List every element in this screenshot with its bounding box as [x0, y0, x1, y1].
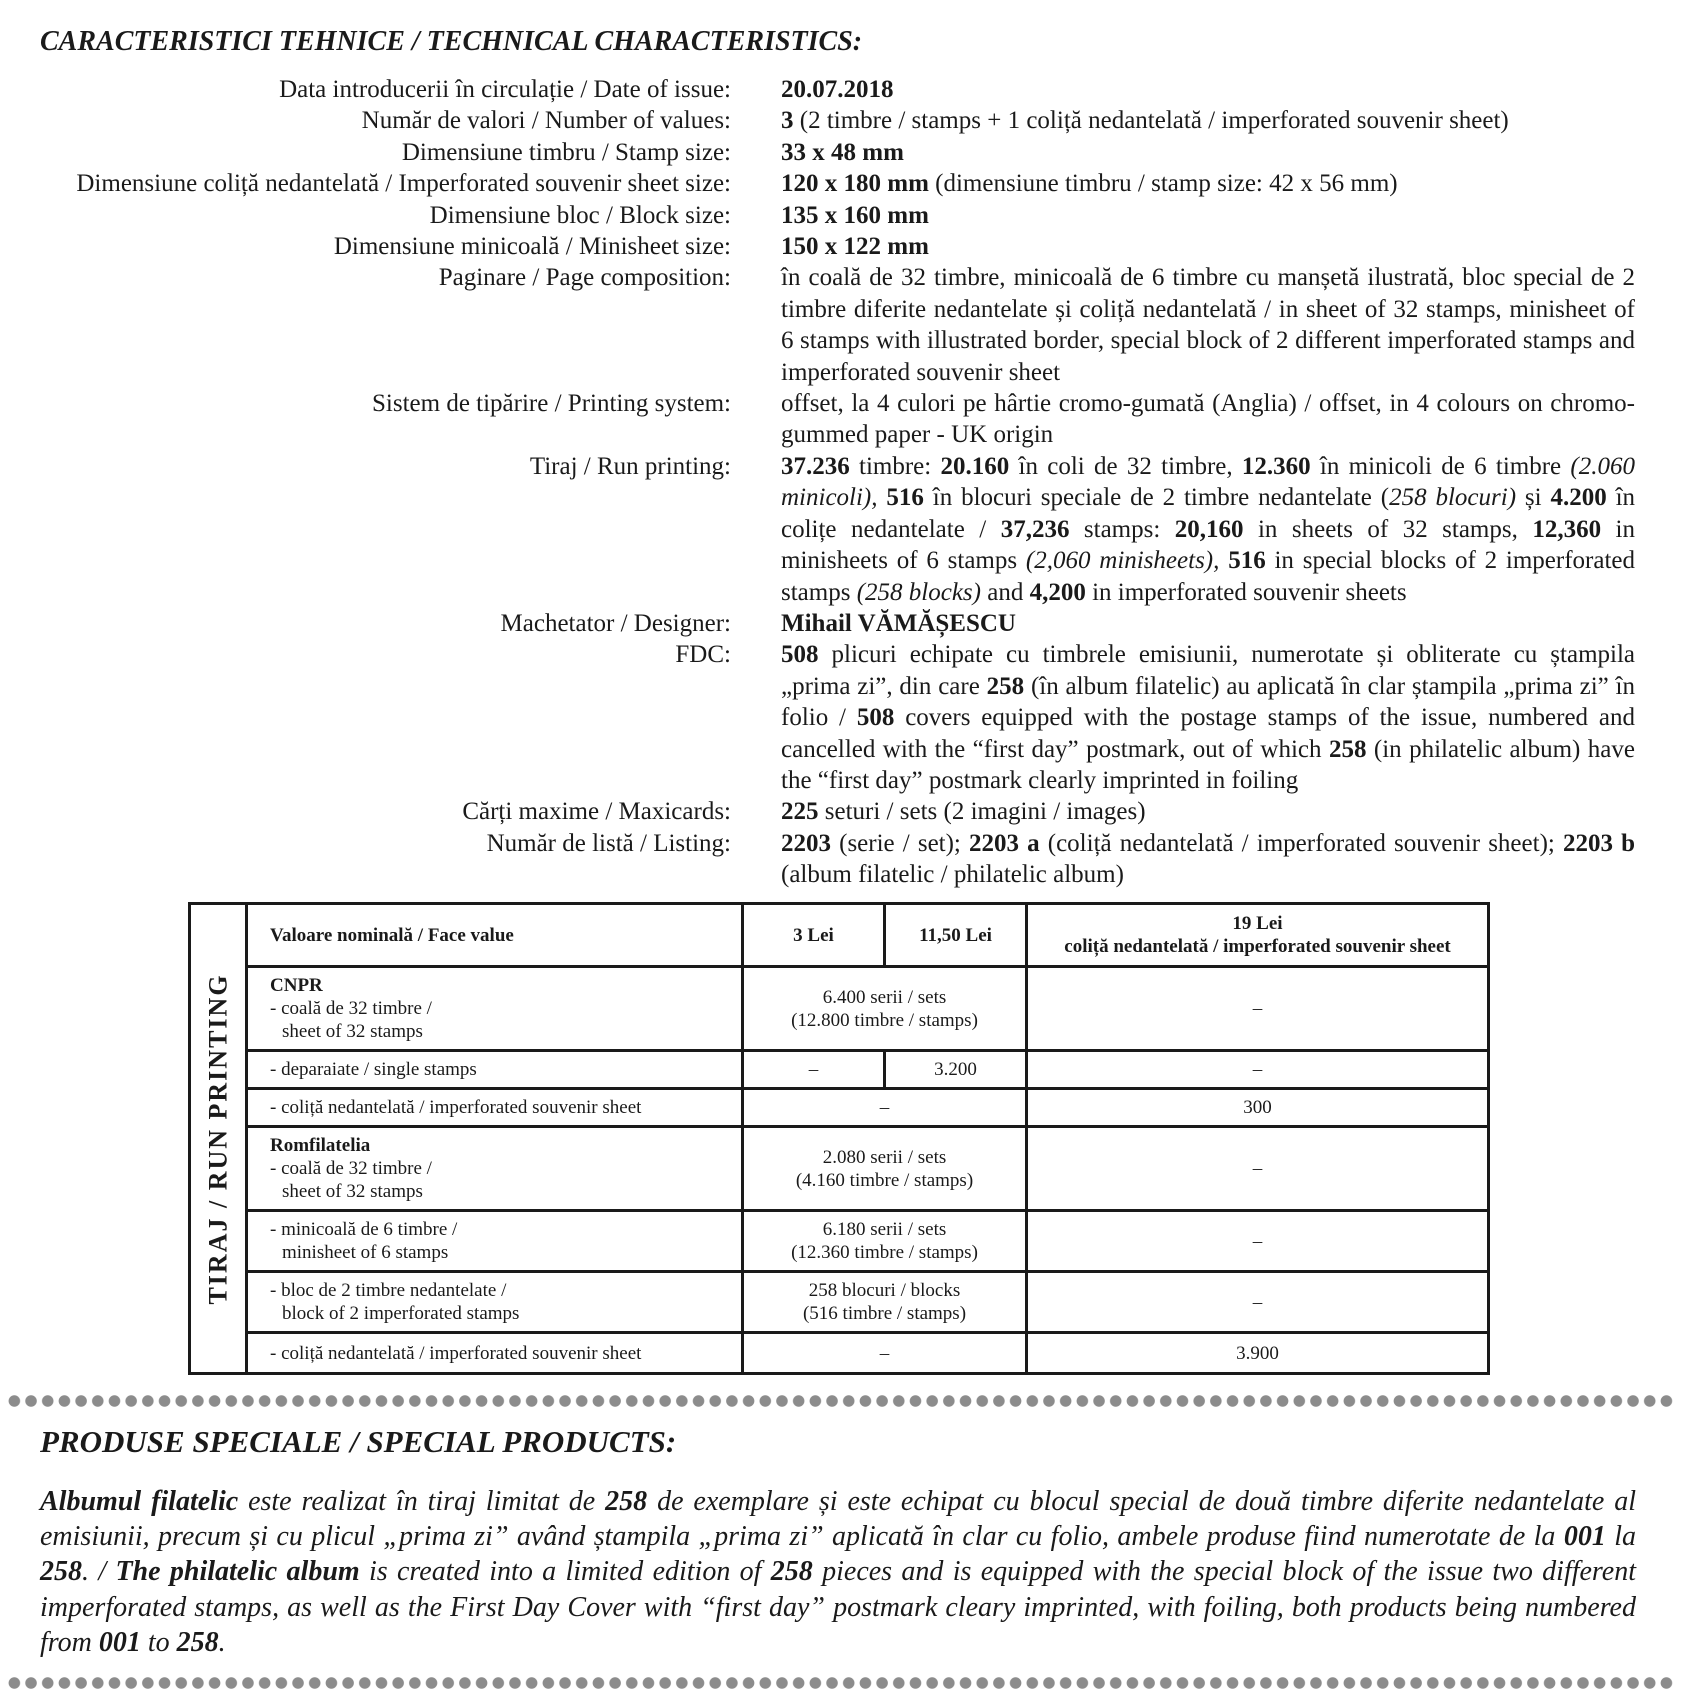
spec-value — [781, 796, 1635, 827]
fdc-text: (în album filatelic) au aplicată în clar ștampila „prima zi” în folio / — [781, 672, 1635, 732]
run-printing-table — [188, 902, 1490, 1375]
value-3-lei-cell: – — [743, 1051, 885, 1089]
spec-row-date-of-issue — [0, 74, 1681, 105]
spec-value — [781, 168, 1635, 199]
special-text: is created into a limited edition of — [359, 1556, 771, 1588]
listing-number: 2203 — [781, 829, 831, 857]
desc-line: minisheet of 6 stamps — [282, 1242, 449, 1263]
run-text: în colițe nedantelate / — [781, 484, 1636, 543]
org-name: Romfilatelia — [270, 1135, 371, 1156]
header-19-lei: 19 Lei — [1232, 913, 1283, 934]
souvenir-cell: – — [1027, 1127, 1489, 1211]
run-count: 4,200 — [1029, 578, 1086, 606]
run-text: timbre: — [849, 452, 941, 480]
special-text: de exemplare și este echipat cu blocul special de două timbre diferite nedantelate al emisiunii, precum și cu plicul „prima zi” având ștampila „prima zi” aplicată în clar cu folio, ambele produse fiind numerotate de la — [40, 1486, 1637, 1553]
spec-row-stamp-size — [0, 137, 1681, 168]
stamps-count: (516 timbre / stamps) — [802, 1303, 967, 1324]
spec-label: Tiraj / Run printing: — [529, 452, 731, 480]
special-text: . — [218, 1626, 226, 1658]
table-row — [190, 1333, 1489, 1374]
spec-value-bold: 135 x 160 mm — [781, 201, 929, 229]
run-text: in imperforated souvenir sheets — [1085, 578, 1407, 606]
spec-label: Dimensiune coliță nedantelată / Imperforated souvenir sheet size: — [76, 170, 731, 198]
run-note: (2.060 minicoli), — [781, 452, 1635, 512]
souvenir-cell: – — [1027, 1211, 1489, 1272]
table-row — [190, 1089, 1489, 1127]
special-text: to — [140, 1626, 177, 1658]
souvenir-cell: – — [1027, 1272, 1489, 1333]
run-text: in sheets of 32 stamps, — [1243, 515, 1533, 543]
spec-row-page-composition — [0, 262, 1681, 388]
listing-text: (album filatelic / philatelic album) — [781, 861, 1124, 889]
stamps-count: (12.800 timbre / stamps) — [791, 1009, 978, 1031]
special-text: la — [1605, 1521, 1636, 1553]
run-text — [1219, 547, 1228, 574]
special-products-paragraph — [40, 1484, 1636, 1660]
special-bold: 258 — [605, 1486, 648, 1517]
spec-label: Dimensiune minicoală / Minisheet size: — [333, 233, 731, 261]
row-desc — [247, 1211, 743, 1272]
stamps-cell: – — [743, 1089, 1027, 1127]
listing-text: (coliță nedantelată / imperforated souvenir sheet); — [1039, 829, 1563, 857]
run-printing-side-label — [190, 904, 247, 1374]
desc-line: - coală de 32 timbre / — [270, 1158, 432, 1179]
spec-value: offset, la 4 culori pe hârtie cromo-gumată (Anglia) / offset, in 4 colours on chromo-gummed paper - UK origin — [781, 390, 1635, 449]
run-text: în minicoli de 6 timbre — [1310, 452, 1571, 480]
org-name: CNPR — [270, 975, 323, 996]
fdc-text: covers equipped with the postage stamps of the issue, numbered and cancelled with the “first day” postmark, out of which — [781, 704, 1635, 763]
stamps-sets: 2.080 serii / sets — [822, 1146, 947, 1168]
desc-line: - minicoală de 6 timbre / — [270, 1219, 458, 1240]
desc-line: block of 2 imperforated stamps — [282, 1303, 520, 1324]
spec-value-bold: 225 — [781, 798, 819, 826]
row-desc — [247, 967, 743, 1051]
header-souvenir-sheet: coliță nedantelată / imperforated souvenir sheet — [1064, 936, 1451, 957]
run-text: and — [980, 578, 1030, 606]
special-bold: 001 — [98, 1626, 141, 1658]
special-bold: 258 — [770, 1556, 813, 1588]
souvenir-cell: 3.900 — [1027, 1333, 1489, 1374]
run-count: 516 — [1228, 547, 1266, 575]
stamps-count: (12.360 timbre / stamps) — [791, 1242, 978, 1263]
spec-value — [781, 137, 1635, 168]
face-value-header: Valoare nominală / Face value — [247, 904, 743, 967]
stamps-sets: 6.180 serii / sets — [822, 1219, 947, 1240]
spec-row-block-size — [0, 200, 1681, 231]
stamps-cell — [743, 1127, 1027, 1211]
spec-label: Număr de listă / Listing: — [486, 829, 731, 857]
run-count: 37.236 — [781, 452, 850, 480]
souvenir-cell: – — [1027, 1051, 1489, 1089]
souvenir-cell: – — [1027, 967, 1489, 1051]
spec-row-souvenir-sheet-size — [0, 168, 1681, 199]
spec-label: FDC: — [675, 641, 731, 669]
spec-label: Dimensiune timbru / Stamp size: — [401, 138, 731, 166]
fdc-text: (in philatelic album) have the “first day” postmark clearly imprinted in foiling — [781, 735, 1635, 794]
row-desc: - coliță nedantelată / imperforated souvenir sheet — [247, 1333, 743, 1374]
souvenir-cell: 300 — [1027, 1089, 1489, 1127]
fdc-count: 258 — [1328, 735, 1367, 763]
spec-label: Machetator / Designer: — [500, 609, 731, 637]
spec-row-minisheet-size — [0, 231, 1681, 262]
fdc-count: 508 — [856, 704, 895, 732]
desc-line: - bloc de 2 timbre nedantelate / — [270, 1280, 507, 1301]
spec-label: Data introducerii în circulație / Date of issue: — [279, 76, 731, 103]
spec-value — [781, 231, 1635, 262]
run-count: 37,236 — [1000, 515, 1070, 543]
value-19-lei-header — [1027, 904, 1489, 967]
spec-label: Paginare / Page composition: — [438, 264, 731, 292]
spec-label: Sistem de tipărire / Printing system: — [372, 390, 731, 418]
run-count: 4.200 — [1550, 484, 1607, 512]
row-desc — [247, 1272, 743, 1333]
table-row — [190, 1051, 1489, 1089]
stamps-cell — [743, 967, 1027, 1051]
run-text: in minisheets of 6 stamps — [781, 515, 1635, 575]
spec-value-bold: 120 x 180 mm — [781, 170, 929, 198]
desc-line: sheet of 32 stamps — [282, 1181, 423, 1202]
desc-line: - coală de 32 timbre / — [270, 998, 432, 1019]
spec-value — [781, 451, 1635, 608]
run-count: 20.160 — [940, 452, 1010, 480]
run-text: în coli de 32 timbre, — [1009, 452, 1242, 480]
dotted-divider-bottom — [6, 1676, 1676, 1690]
row-desc: - coliță nedantelată / imperforated souvenir sheet — [247, 1089, 743, 1127]
run-note: 258 blocuri) — [1389, 484, 1517, 512]
run-text: în blocuri speciale de 2 timbre nedantelate ( — [923, 484, 1390, 512]
table-row — [190, 1272, 1489, 1333]
value-11-50-lei-cell: 3.200 — [885, 1051, 1027, 1089]
spec-value-bold: 20.07.2018 — [781, 76, 894, 103]
run-count: 20,160 — [1174, 515, 1244, 543]
table-row — [190, 1127, 1489, 1211]
run-count: 516 — [886, 484, 924, 512]
table-header-row — [190, 904, 1489, 967]
fdc-text: plicuri echipate cu timbrele emisiunii, numerotate și obliterate cu ștampila „prima zi”, din care — [781, 641, 1635, 700]
dotted-divider-top — [6, 1394, 1676, 1408]
side-label-text: TIRAJ / RUN PRINTING — [203, 972, 233, 1305]
stamps-cell — [743, 1272, 1027, 1333]
desc-line: sheet of 32 stamps — [282, 1021, 423, 1042]
spec-value — [781, 105, 1635, 136]
spec-row-fdc — [0, 639, 1681, 796]
special-bold: Albumul filatelic — [40, 1486, 239, 1517]
stamps-count: (4.160 timbre / stamps) — [795, 1169, 974, 1191]
special-text: pieces and is equipped with the special block of the issue two different imperforated stamps, as well as the First Day Cover with “first day” postmark cleary imprinted, with foiling, both products being numbered from — [40, 1556, 1636, 1658]
spec-value-bold: Mihail VĂMĂȘESCU — [781, 609, 1016, 637]
special-bold: 258 — [40, 1556, 82, 1588]
spec-row-designer — [0, 608, 1681, 639]
spec-value — [781, 828, 1635, 891]
spec-row-number-of-values — [0, 105, 1681, 136]
stamps-cell: – — [743, 1333, 1027, 1374]
run-count: 12,360 — [1532, 515, 1602, 543]
technical-spec-list — [0, 74, 1681, 891]
table-row — [190, 967, 1489, 1051]
special-bold: 001 — [1563, 1521, 1606, 1553]
run-note: (2,060 minisheets), — [1025, 547, 1220, 575]
special-products-title: PRODUSE SPECIALE / SPECIAL PRODUCTS: — [40, 1424, 677, 1459]
fdc-count: 258 — [986, 672, 1025, 700]
listing-text: (serie / set); — [831, 829, 970, 857]
spec-value-bold: 3 — [781, 107, 794, 135]
special-bold: The philatelic album — [115, 1556, 360, 1588]
run-text: in special blocks of 2 imperforated stamps — [781, 547, 1635, 606]
stamps-sets: 258 blocuri / blocks — [808, 1280, 961, 1301]
value-11-50-lei-header: 11,50 Lei — [885, 904, 1027, 967]
spec-value-text: (dimensiune timbru / stamp size: 42 x 56 mm) — [928, 170, 1398, 198]
special-text: . / — [82, 1556, 116, 1588]
spec-value: în coală de 32 timbre, minicoală de 6 timbre cu manșetă ilustrată, bloc special de 2 timbre diferite nedantelate și coliță nedantelată / in sheet of 32 stamps, minisheet of 6 stamps with illustrated border, special block of 2 different imperforated stamps and imperforated souvenir sheet — [781, 264, 1635, 386]
spec-row-listing — [0, 828, 1681, 891]
table-row — [190, 1211, 1489, 1272]
spec-row-run-printing — [0, 451, 1681, 608]
row-desc — [247, 1127, 743, 1211]
special-text: este realizat în tiraj limitat de — [238, 1486, 606, 1517]
spec-value — [781, 608, 1635, 639]
spec-row-printing-system — [0, 388, 1681, 451]
run-count: 12.360 — [1241, 452, 1311, 480]
spec-label: Dimensiune bloc / Block size: — [429, 201, 731, 229]
special-bold: 258 — [176, 1626, 219, 1658]
spec-value-text: (2 timbre / stamps + 1 coliță nedantelată / imperforated souvenir sheet) — [793, 107, 1509, 135]
run-note: (258 blocks) — [856, 578, 981, 606]
run-text: stamps: — [1069, 515, 1175, 543]
spec-value — [781, 639, 1635, 796]
spec-row-maxicards — [0, 796, 1681, 827]
stamps-sets: 6.400 serii / sets — [822, 986, 947, 1008]
listing-number: 2203 a — [969, 829, 1040, 857]
run-text: și — [1516, 484, 1551, 512]
stamps-cell — [743, 1211, 1027, 1272]
spec-label: Cărți maxime / Maxicards: — [462, 798, 731, 826]
row-desc: - deparaiate / single stamps — [247, 1051, 743, 1089]
spec-value-bold: 33 x 48 mm — [781, 138, 904, 166]
fdc-count: 508 — [781, 641, 819, 669]
spec-value — [781, 74, 1635, 105]
technical-characteristics-title: CARACTERISTICI TEHNICE / TECHNICAL CHARACTERISTICS: — [40, 26, 863, 57]
listing-number: 2203 b — [1562, 829, 1635, 857]
spec-value-bold: 150 x 122 mm — [781, 233, 929, 261]
value-3-lei-header: 3 Lei — [743, 904, 885, 967]
spec-value — [781, 200, 1635, 231]
spec-label: Număr de valori / Number of values: — [361, 107, 731, 135]
spec-value-text: seturi / sets (2 imagini / images) — [818, 798, 1146, 826]
